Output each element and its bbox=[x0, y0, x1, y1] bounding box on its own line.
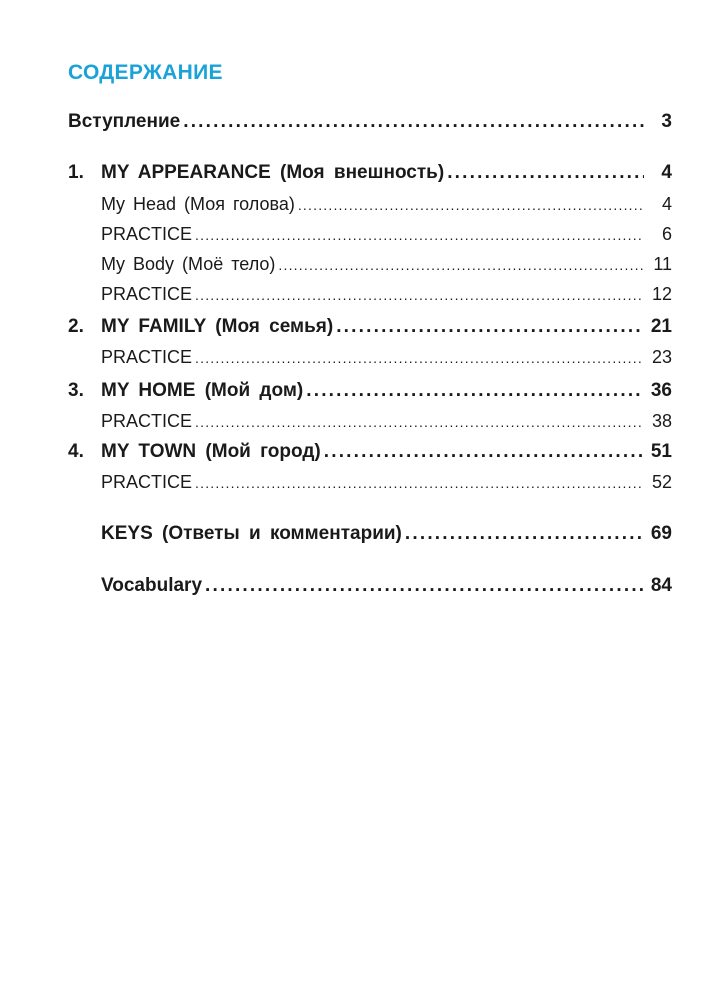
toc-entry-label: PRACTICE bbox=[101, 224, 193, 244]
dot-leader bbox=[195, 284, 644, 306]
dot-leader bbox=[336, 315, 644, 339]
toc-page-number: 4 bbox=[661, 194, 672, 214]
dot-leader bbox=[195, 472, 644, 494]
chapter-number: 2. bbox=[68, 316, 84, 337]
chapter-number: 3. bbox=[68, 380, 84, 401]
dot-leader bbox=[195, 224, 644, 246]
toc-page-number: 36 bbox=[650, 380, 672, 401]
toc-entry-label: Вступление bbox=[68, 111, 181, 132]
toc-entry-label: MY TOWN (Мой город) bbox=[101, 441, 321, 462]
toc-page-number: 69 bbox=[650, 523, 672, 544]
dot-leader bbox=[298, 194, 644, 216]
dot-leader bbox=[205, 574, 644, 598]
toc-entry-label: PRACTICE bbox=[101, 411, 193, 431]
toc-page-number: 11 bbox=[653, 254, 672, 274]
toc-entry-introduction[interactable] bbox=[68, 110, 672, 134]
toc-entry-label: MY APPEARANCE (Моя внешность) bbox=[101, 162, 445, 183]
toc-entry-label: My Body (Моё тело) bbox=[101, 254, 276, 274]
dot-leader bbox=[278, 254, 644, 276]
toc-entry-practice[interactable] bbox=[101, 283, 672, 306]
toc-entry-my-body[interactable] bbox=[101, 253, 672, 276]
toc-entry-label: MY FAMILY (Моя семья) bbox=[101, 316, 334, 337]
toc-page-number: 3 bbox=[661, 111, 672, 132]
toc-entry-practice[interactable] bbox=[101, 410, 672, 433]
toc-entry-chapter-4[interactable] bbox=[68, 440, 672, 464]
dot-leader bbox=[183, 110, 644, 134]
chapter-number: 4. bbox=[68, 441, 84, 462]
toc-page-number: 38 bbox=[651, 411, 672, 431]
toc-entry-practice[interactable] bbox=[101, 471, 672, 494]
toc-page-number: 12 bbox=[651, 284, 672, 304]
dot-leader bbox=[195, 411, 644, 433]
toc-entry-label: PRACTICE bbox=[101, 472, 193, 492]
dot-leader bbox=[324, 440, 644, 464]
toc-entry-chapter-3[interactable] bbox=[68, 379, 672, 403]
toc-entry-label: My Head (Моя голова) bbox=[101, 194, 295, 214]
toc-entry-keys[interactable] bbox=[101, 522, 672, 546]
toc-page-number: 4 bbox=[661, 162, 672, 183]
toc-entry-label: KEYS (Ответы и комментарии) bbox=[101, 523, 402, 544]
toc-page-number: 84 bbox=[650, 575, 672, 596]
dot-leader bbox=[195, 347, 644, 369]
toc-page-number: 6 bbox=[661, 224, 672, 244]
dot-leader bbox=[306, 379, 644, 403]
toc-entry-practice[interactable] bbox=[101, 223, 672, 246]
dot-leader bbox=[405, 522, 644, 546]
toc-entry-vocabulary[interactable] bbox=[101, 574, 672, 598]
dot-leader bbox=[447, 161, 644, 185]
toc-entry-practice[interactable] bbox=[101, 346, 672, 369]
page-title: СОДЕРЖАНИЕ bbox=[68, 61, 223, 84]
toc-entry-label: MY HOME (Мой дом) bbox=[101, 380, 304, 401]
toc-entry-label: PRACTICE bbox=[101, 347, 193, 367]
chapter-number: 1. bbox=[68, 162, 84, 183]
toc-page-number: 23 bbox=[651, 347, 672, 367]
toc-page-number: 52 bbox=[651, 472, 672, 492]
toc-entry-chapter-2[interactable] bbox=[68, 315, 672, 339]
toc-entry-label: PRACTICE bbox=[101, 284, 193, 304]
toc-entry-label: Vocabulary bbox=[101, 575, 203, 596]
toc-page-number: 51 bbox=[650, 441, 672, 462]
toc-entry-chapter-1[interactable] bbox=[68, 161, 672, 185]
toc-page-number: 21 bbox=[650, 316, 672, 337]
toc-entry-my-head[interactable] bbox=[101, 193, 672, 216]
